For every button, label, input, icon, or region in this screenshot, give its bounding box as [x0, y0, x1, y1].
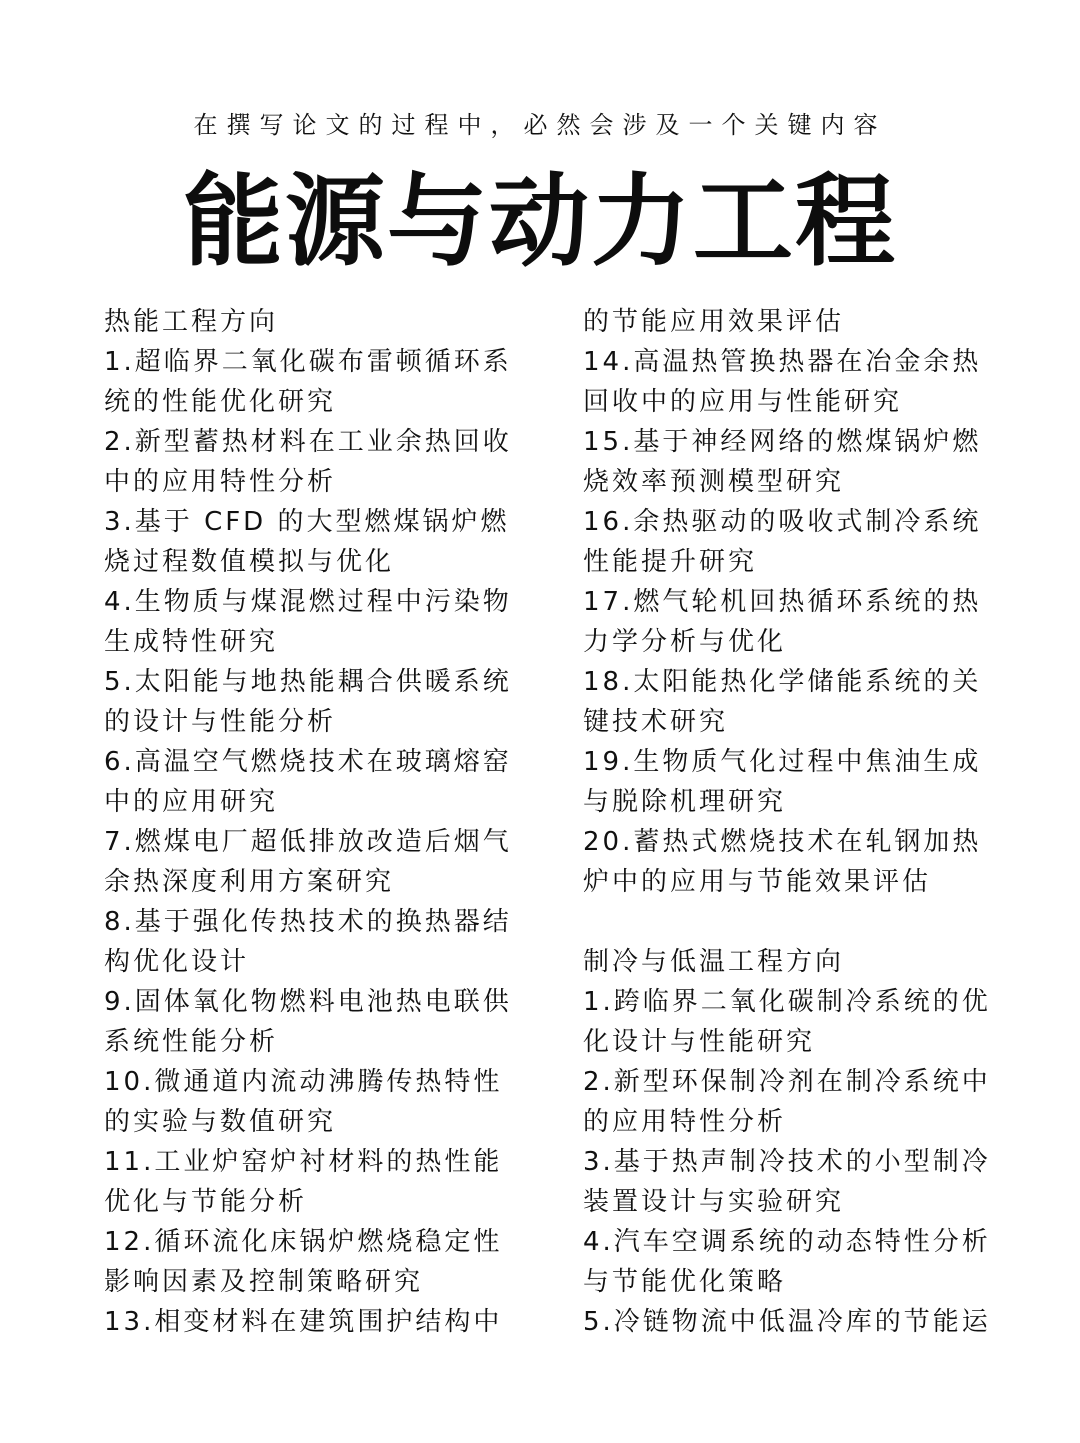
topic-line: 热能工程方向 [104, 307, 279, 337]
topic-line: 的应用特性分析 [583, 1107, 787, 1137]
topic-line: 性能提升研究 [583, 547, 758, 577]
topic-line: 键技术研究 [583, 707, 729, 737]
topic-line: 10.微通道内流动沸腾传热特性 [104, 1067, 503, 1097]
page-title: 能源与动力工程 [183, 163, 897, 280]
topic-line: 19.生物质气化过程中焦油生成 [583, 747, 982, 777]
topic-line: 4.汽车空调系统的动态特性分析 [583, 1227, 991, 1257]
topic-line: 18.太阳能热化学储能系统的关 [583, 667, 982, 697]
topic-line: 15.基于神经网络的燃煤锅炉燃 [583, 427, 982, 457]
topic-line: 4.生物质与煤混燃过程中污染物 [104, 587, 512, 617]
left-column [104, 302, 516, 1342]
topic-line: 6.高温空气燃烧技术在玻璃熔窑 [104, 747, 512, 777]
topic-line: 1.超临界二氧化碳布雷顿循环系 [104, 347, 512, 377]
topic-line: 的节能应用效果评估 [583, 307, 845, 337]
topic-line: 5.太阳能与地热能耦合供暖系统 [104, 667, 512, 697]
topic-line: 优化与节能分析 [104, 1187, 308, 1217]
topic-line: 烧过程数值模拟与优化 [104, 547, 395, 577]
topic-line: 11.工业炉窑炉衬材料的热性能 [104, 1147, 503, 1177]
topic-line: 9.固体氧化物燃料电池热电联供 [104, 987, 512, 1017]
topic-line: 影响因素及控制策略研究 [104, 1267, 424, 1297]
topic-line: 7.燃煤电厂超低排放改造后烟气 [104, 827, 512, 857]
topic-line: 炉中的应用与节能效果评估 [583, 867, 932, 897]
topic-line: 化设计与性能研究 [583, 1027, 816, 1057]
topic-line: 中的应用特性分析 [104, 467, 337, 497]
topic-line: 20.蓄热式燃烧技术在轧钢加热 [583, 827, 982, 857]
topic-line: 余热深度利用方案研究 [104, 867, 395, 897]
topic-line: 12.循环流化床锅炉燃烧稳定性 [104, 1227, 503, 1257]
topic-line: 的实验与数值研究 [104, 1107, 337, 1137]
topic-line: 系统性能分析 [104, 1027, 279, 1057]
topic-line: 中的应用研究 [104, 787, 279, 817]
topic-line: 14.高温热管换热器在冶金余热 [583, 347, 982, 377]
topic-line: 1.跨临界二氧化碳制冷系统的优 [583, 987, 991, 1017]
topic-line: 8.基于强化传热技术的换热器结 [104, 907, 512, 937]
topic-line: 装置设计与实验研究 [583, 1187, 845, 1217]
topic-line: 2.新型环保制冷剂在制冷系统中 [583, 1067, 991, 1097]
topic-line: 统的性能优化研究 [104, 387, 337, 417]
topic-line: 回收中的应用与性能研究 [583, 387, 903, 417]
topic-line: 力学分析与优化 [583, 627, 787, 657]
subtitle: 在撰写论文的过程中，必然会涉及一个关键内容 [193, 111, 887, 139]
topic-line: 5.冷链物流中低温冷库的节能运 [583, 1307, 991, 1337]
topic-line: 与脱除机理研究 [583, 787, 787, 817]
topic-line: 生成特性研究 [104, 627, 279, 657]
topic-line: 2.新型蓄热材料在工业余热回收 [104, 427, 512, 457]
topic-line: 13.相变材料在建筑围护结构中 [104, 1307, 503, 1337]
topic-line: 与节能优化策略 [583, 1267, 787, 1297]
topic-line: 制冷与低温工程方向 [583, 947, 845, 977]
section-spacer [583, 902, 993, 942]
topic-line: 构优化设计 [104, 947, 250, 977]
topic-line: 3.基于 CFD 的大型燃煤锅炉燃 [104, 507, 510, 537]
right-column [583, 302, 993, 1342]
topic-line: 17.燃气轮机回热循环系统的热 [583, 587, 982, 617]
topic-line: 3.基于热声制冷技术的小型制冷 [583, 1147, 991, 1177]
topic-line: 的设计与性能分析 [104, 707, 337, 737]
topic-line: 烧效率预测模型研究 [583, 467, 845, 497]
topic-line: 16.余热驱动的吸收式制冷系统 [583, 507, 982, 537]
